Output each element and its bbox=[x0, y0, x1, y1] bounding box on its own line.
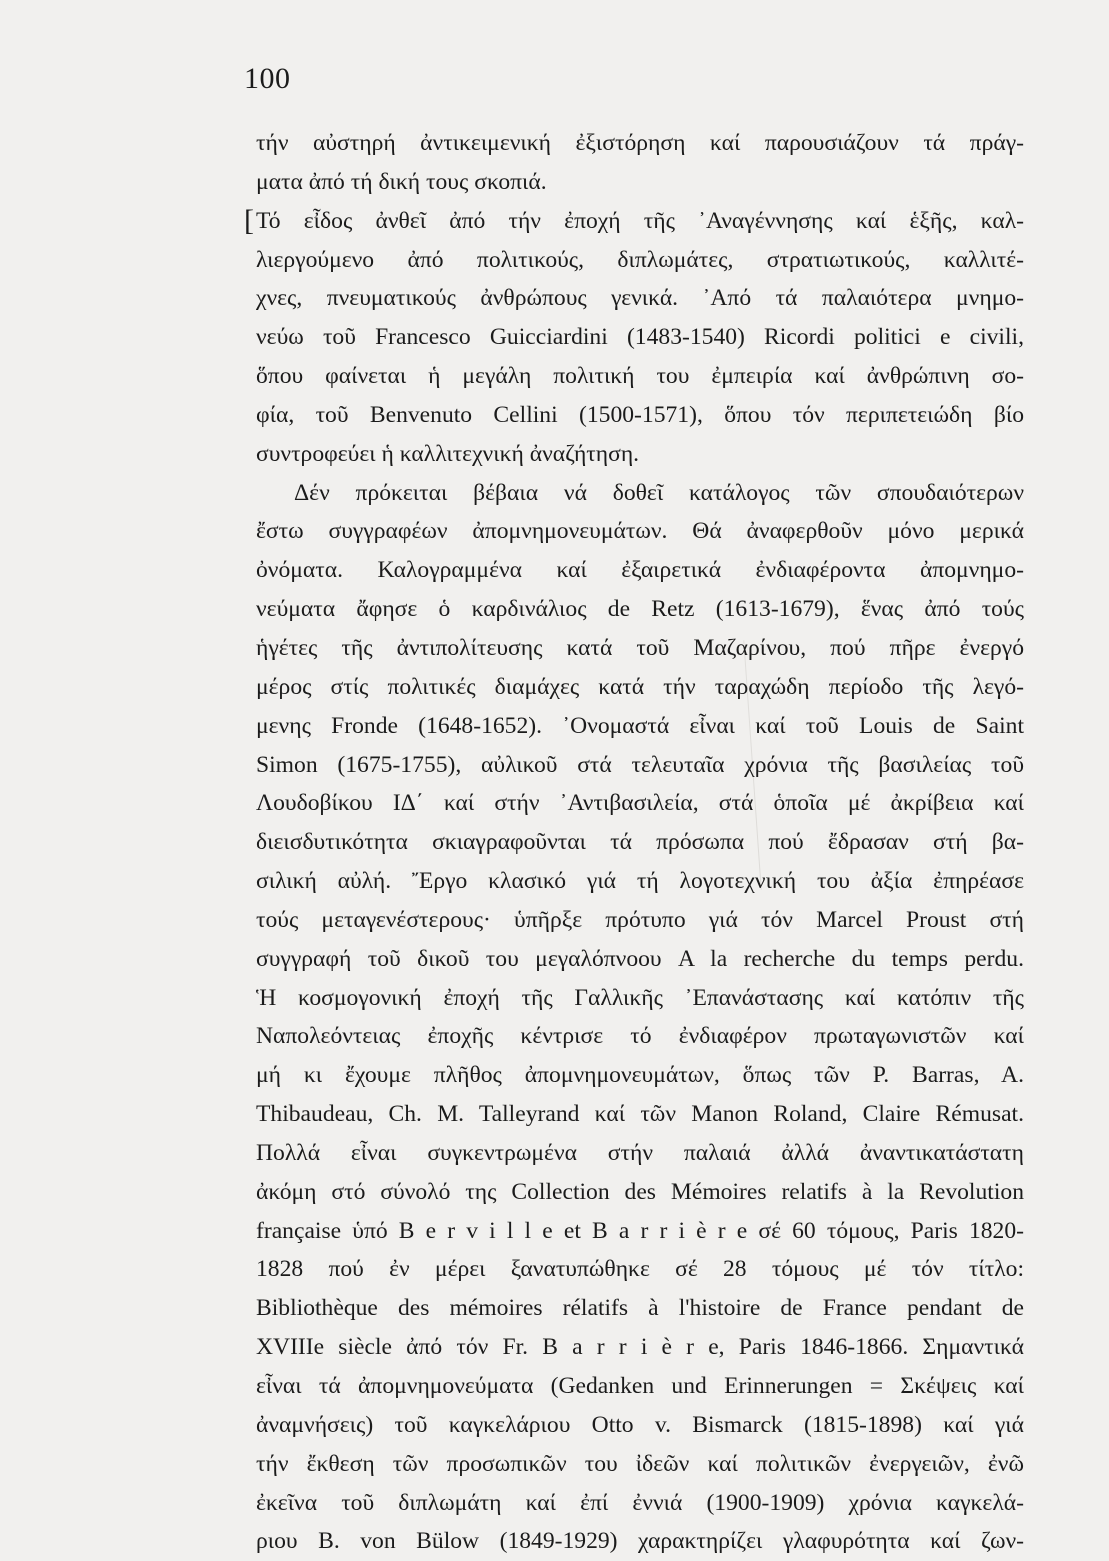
text-line-content: χνες, πνευματικούς ἀνθρώπους γενικά. ᾿Από τά παλαιότερα μνημο- bbox=[256, 285, 1024, 312]
text-line bbox=[256, 668, 1024, 707]
text-line-content: νεύματα ἄφησε ὁ καρδινάλιος de Retz (1613-1679), ἕνας ἀπό τούς bbox=[256, 596, 1024, 623]
text-line-content: συντροφεύει ἡ καλλιτεχνική ἀναζήτηση. bbox=[256, 440, 640, 467]
text-line-content: Thibaudeau, Ch. M. Talleyrand καί τῶν Manon Roland, Claire Rémusat. bbox=[256, 1101, 1024, 1128]
text-line-content: ἡγέτες τῆς ἀντιπολίτευσης κατά τοῦ Μαζαρίνου, πού πῆρε ἐνεργό bbox=[256, 634, 1024, 661]
text-line bbox=[256, 901, 1024, 940]
text-line bbox=[256, 629, 1024, 668]
text-line bbox=[256, 512, 1024, 551]
body-text bbox=[244, 124, 1024, 1561]
text-line-content: Τό εἶδος ἀνθεῖ ἀπό τήν ἐποχή τῆς ᾿Αναγέννησης καί ἑξῆς, καλ- bbox=[256, 207, 1024, 234]
text-line-content: συγγραφή τοῦ δικοῦ του μεγαλόπνοου A la recherche du temps perdu. bbox=[256, 945, 1024, 972]
text-line-content: φία, τοῦ Benvenuto Cellini (1500-1571), ὅπου τόν περιπετειώδη βίο bbox=[256, 401, 1024, 428]
text-line-content: ἐκεῖνα τοῦ διπλωμάτη καί ἐπί ἐννιά (1900-1909) χρόνια καγκελά- bbox=[256, 1489, 1024, 1516]
text-line bbox=[256, 1173, 1024, 1212]
text-line-content: μέρος στίς πολιτικές διαμάχες κατά τήν ταραχώδη περίοδο τῆς λεγό- bbox=[256, 673, 1024, 700]
text-line-content: ἀκόμη στό σύνολό της Collection des Mémoires relatifs à la Revolution bbox=[256, 1178, 1024, 1205]
text-line bbox=[256, 1212, 1024, 1251]
text-line-content: Simon (1675-1755), αὐλικοῦ στά τελευταῖα χρόνια τῆς βασιλείας τοῦ bbox=[256, 751, 1024, 778]
text-line-content: Δέν πρόκειται βέβαια νά δοθεῖ κατάλογος τῶν σπουδαιότερων bbox=[294, 479, 1024, 506]
text-line-content: 1828 πού ἐν μέρει ξανατυπώθηκε σέ 28 τόμους μέ τόν τίτλο: bbox=[256, 1256, 1024, 1283]
text-line-content: Ναπολεόντειας ἐποχῆς κέντρισε τό ἐνδιαφέρον πρωταγωνιστῶν καί bbox=[256, 1023, 1024, 1050]
text-line-content: ὀνόματα. Καλογραμμένα καί ἐξαιρετικά ἐνδιαφέροντα ἀπομνημο- bbox=[256, 557, 1024, 584]
text-line-content: τήν αὐστηρή ἀντικειμενική ἐξιστόρηση καί παρουσιάζουν τά πράγ- bbox=[256, 130, 1024, 156]
text-line bbox=[256, 823, 1024, 862]
text-line-content: νεύω τοῦ Francesco Guicciardini (1483-1540) Ricordi politici e civili, bbox=[256, 324, 1024, 351]
text-line bbox=[256, 590, 1024, 629]
text-line bbox=[256, 1522, 1024, 1561]
text-line-content: διεισδυτικότητα σκιαγραφοῦνται τά πρόσωπα πού ἔδρασαν στή βα- bbox=[256, 829, 1024, 856]
text-line bbox=[256, 1134, 1024, 1173]
page-number: 100 bbox=[244, 62, 291, 95]
text-line-content: τήν ἔκθεση τῶν προσωπικῶν του ἰδεῶν καί πολιτικῶν ἐνεργειῶν, ἐνῶ bbox=[256, 1450, 1024, 1477]
text-line bbox=[256, 279, 1024, 318]
text-line bbox=[256, 1095, 1024, 1134]
text-line bbox=[256, 707, 1024, 746]
text-line-content: ἀναμνήσεις) τοῦ καγκελάριου Otto v. Bismarck (1815-1898) καί γιά bbox=[256, 1411, 1024, 1438]
text-line bbox=[256, 1406, 1024, 1445]
text-line bbox=[256, 862, 1024, 901]
text-line bbox=[256, 551, 1024, 590]
text-line-content: Λουδοβίκου ΙΔ΄ καί στήν ᾿Αντιβασιλεία, στά ὁποῖα μέ ἀκρίβεια καί bbox=[256, 790, 1024, 817]
text-line-content: Bibliothèque des mémoires rélatifs à l'histoire de France pendant de bbox=[256, 1295, 1024, 1322]
text-line bbox=[256, 746, 1024, 785]
text-line-content: ὅπου φαίνεται ἡ μεγάλη πολιτική του ἐμπειρία καί ἀνθρώπινη σο- bbox=[256, 363, 1024, 390]
text-line bbox=[256, 940, 1024, 979]
text-line-content: ἔστω συγγραφέων ἀπομνημονευμάτων. Θά ἀναφερθοῦν μόνο μερικά bbox=[256, 518, 1024, 545]
text-line bbox=[244, 202, 1024, 241]
text-line-content: Πολλά εἶναι συγκεντρωμένα στήν παλαιά ἀλλά ἀναντικατάστατη bbox=[256, 1139, 1024, 1166]
text-line bbox=[256, 241, 1024, 280]
text-line-content: française ὑπό B e r v i l l e et B a r r i è r e σέ 60 τόμους, Paris 1820- bbox=[256, 1217, 1024, 1244]
text-line bbox=[256, 979, 1024, 1018]
text-line bbox=[256, 163, 1024, 202]
text-line-content: μή κι ἔχουμε πλῆθος ἀπομνημονευμάτων, ὅπως τῶν P. Barras, A. bbox=[256, 1062, 1024, 1089]
text-line bbox=[256, 1289, 1024, 1328]
text-line-content: Ἡ κοσμογονική ἐποχή τῆς Γαλλικῆς ᾿Επανάστασης καί κατόπιν τῆς bbox=[256, 984, 1024, 1011]
text-line bbox=[256, 1367, 1024, 1406]
text-line-content: ματα ἀπό τή δική τους σκοπιά. bbox=[256, 168, 547, 195]
text-line-content: ριου B. von Bülow (1849-1929) χαρακτηρίζει γλαφυρότητα καί ζων- bbox=[256, 1528, 1024, 1555]
text-line bbox=[256, 1328, 1024, 1367]
text-line-content: XVIIIe siècle ἀπό τόν Fr. B a r r i è r e, Paris 1846-1866. Σημαντικά bbox=[256, 1334, 1024, 1361]
text-line bbox=[256, 1056, 1024, 1095]
text-line bbox=[256, 1445, 1024, 1484]
text-line-content: σιλική αὐλή. Ἔργο κλασικό γιά τή λογοτεχνική του ἀξία ἐπηρέασε bbox=[256, 868, 1024, 895]
text-line-content: εἶναι τά ἀπομνημονεύματα (Gedanken und Erinnerungen = Σκέψεις καί bbox=[256, 1373, 1024, 1399]
text-line bbox=[256, 1484, 1024, 1523]
text-line bbox=[256, 1250, 1024, 1289]
text-line bbox=[256, 318, 1024, 357]
text-line bbox=[256, 396, 1024, 435]
text-line bbox=[256, 357, 1024, 396]
text-line-content: τούς μεταγενέστερους· ὑπῆρξε πρότυπο γιά τόν Marcel Proust στή bbox=[256, 906, 1024, 933]
text-line bbox=[256, 474, 1024, 513]
bracket-mark: [ bbox=[244, 203, 254, 237]
text-line bbox=[256, 435, 1024, 474]
text-line-content: λιεργούμενο ἀπό πολιτικούς, διπλωμάτες, στρατιωτικούς, καλλιτέ- bbox=[256, 246, 1024, 273]
text-line bbox=[256, 784, 1024, 823]
text-line-content: μενης Fronde (1648-1652). ᾿Ονομαστά εἶναι καί τοῦ Louis de Saint bbox=[256, 712, 1024, 739]
text-line bbox=[256, 124, 1024, 163]
text-line bbox=[256, 1017, 1024, 1056]
